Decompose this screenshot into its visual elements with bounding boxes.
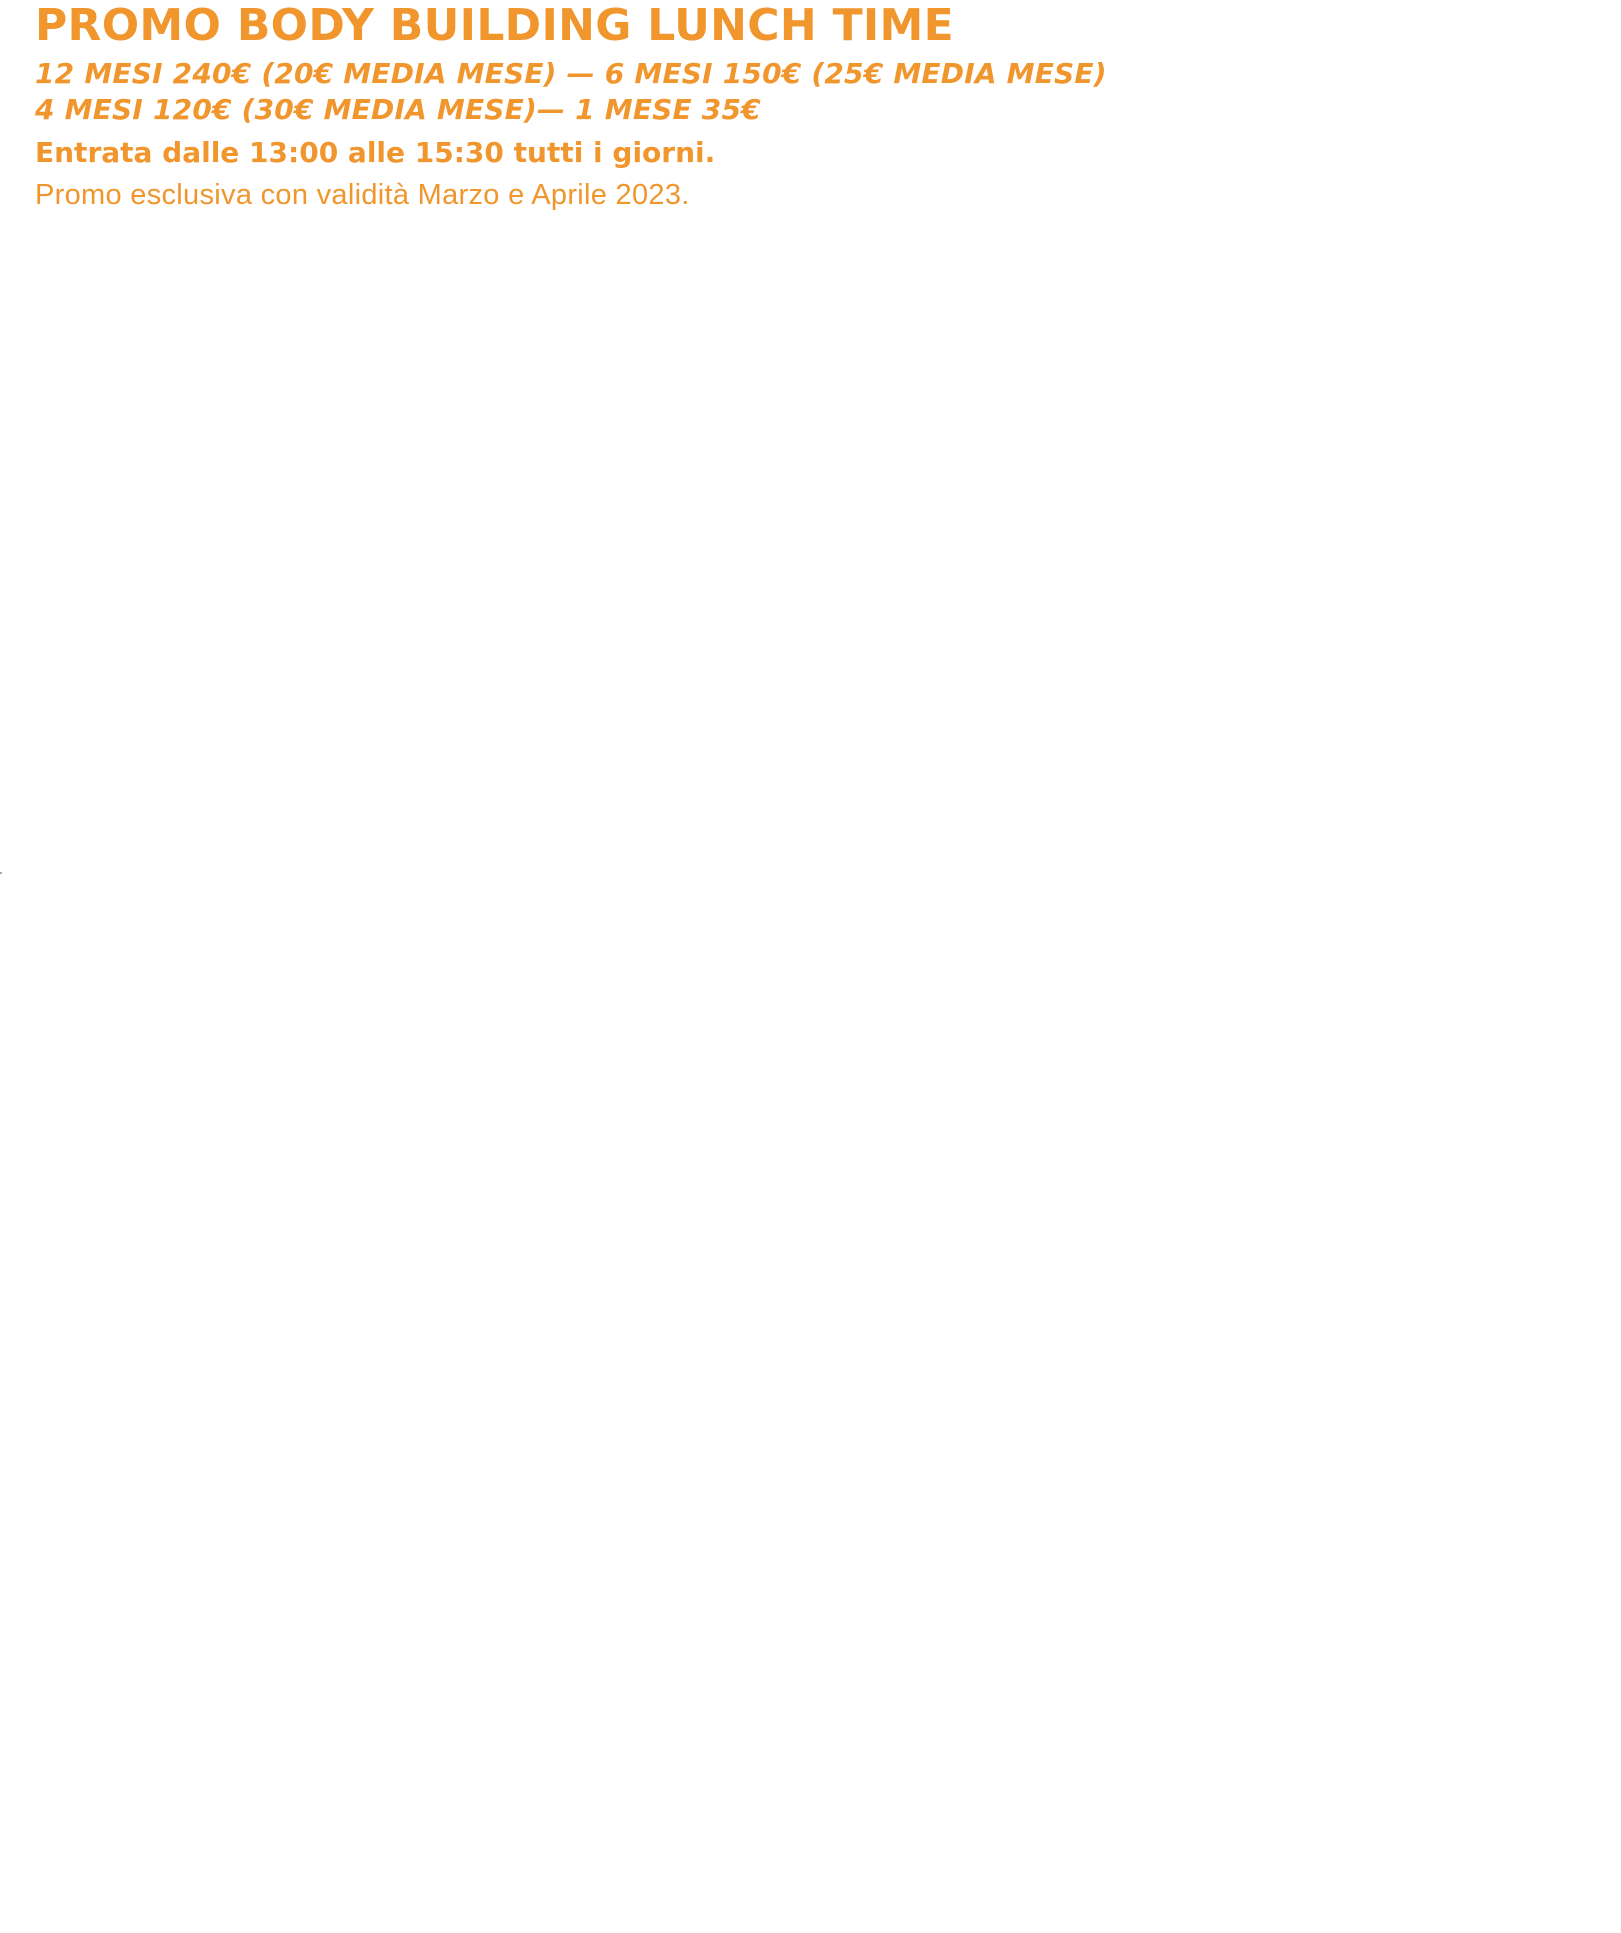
promo-title: PROMO BODY BUILDING LUNCH TIME — [35, 0, 954, 51]
stray-dot — [0, 872, 2, 874]
price-line-2: 4 MESI 120€ (30€ MEDIA MESE)— 1 MESE 35€ — [35, 93, 761, 126]
price-list — [35, 56, 1435, 128]
promo-block — [35, 0, 1435, 214]
schedule-text: Entrata dalle 13:00 alle 15:30 tutti i giorni. — [35, 136, 716, 169]
price-line-1: 12 MESI 240€ (20€ MEDIA MESE) — 6 MESI 150€ (25€ MEDIA MESE) — [35, 57, 1107, 90]
validity-text: Promo esclusiva con validità Marzo e Aprile 2023. — [35, 179, 690, 211]
